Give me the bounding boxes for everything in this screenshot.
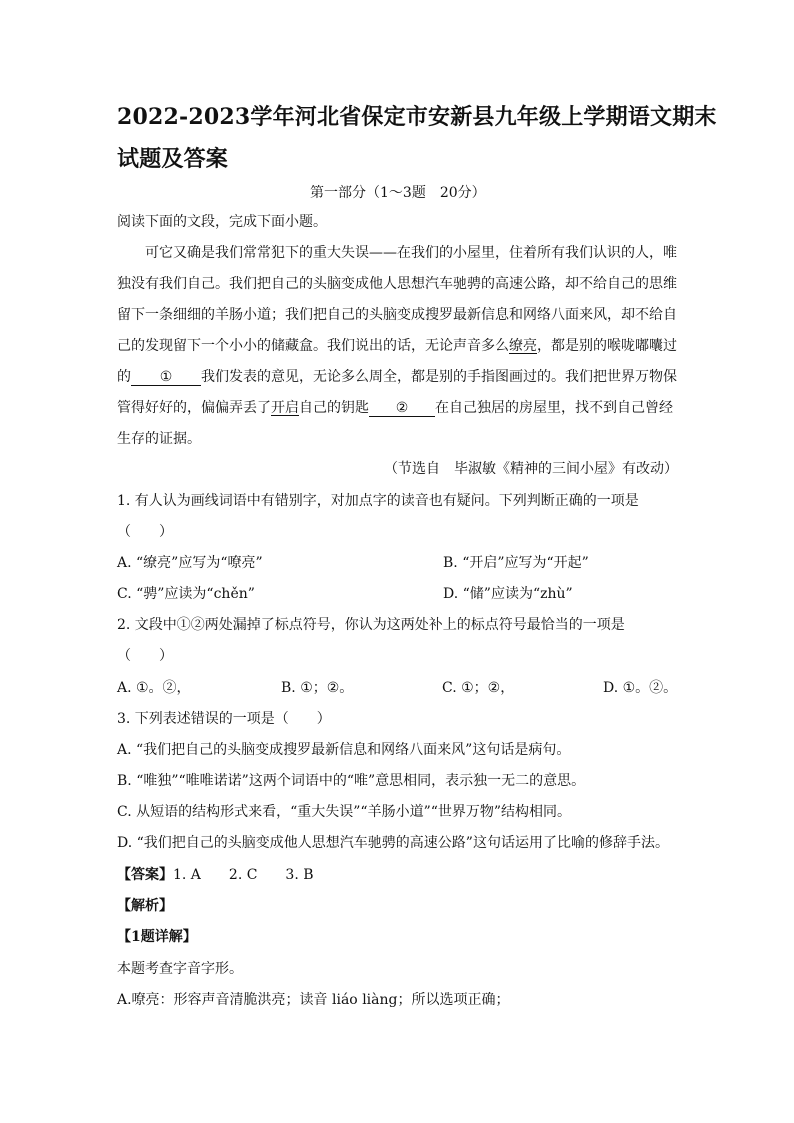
question-2-option-b: B. ①；②。 [281, 680, 354, 696]
section-header: 第一部分（1～3题 20分） [310, 185, 486, 201]
reading-instruction: 阅读下面的文段，完成下面小题。 [117, 214, 327, 230]
question-1-option-b: B. “开启”应写为“开起” [443, 555, 589, 571]
passage-line: 留下一条细细的羊肠小道；我们把自己的头脑变成搜罗最新信息和网络八面来风，却不给自 [117, 307, 677, 323]
question-3-option-a: A. “我们把自己的头脑变成搜罗最新信息和网络八面来风”这句话是病句。 [117, 742, 571, 758]
question-3-option-b: B. “唯独”“唯唯诺诺”这两个词语中的“唯”意思相同，表示独一无二的意思。 [117, 773, 586, 789]
question-3-option-c: C. 从短语的结构形式来看，“重大失误”“羊肠小道”“世界万物”结构相同。 [117, 804, 572, 820]
underlined-word: 缭亮 [509, 338, 537, 354]
passage-text: 我们发表的意见，无论多么周全，都是别的手指图画过的。我们把世界万物保 [201, 369, 677, 385]
question-2-option-d: D. ①。②。 [603, 680, 678, 696]
question-1-option-d: D. “储”应读为“zhù” [443, 586, 573, 602]
analysis-intro: 本题考查字音字形。 [117, 961, 243, 977]
passage-line [117, 401, 673, 417]
passage-line: 可它又确是我们常常犯下的重大失误——在我们的小屋里，住着所有我们认识的人，唯 [145, 245, 677, 261]
question-3-option-d: D. “我们把自己的头脑变成他人思想汽车驰骋的高速公路”这句话运用了比喻的修辞手法。 [117, 835, 669, 851]
answer-text: 1. A 2. C 3. B [173, 867, 314, 883]
blank-2: ② [369, 401, 435, 417]
question-1-option-a: A. “缭亮”应写为“嘹亮” [117, 555, 263, 571]
question-1-paren: （ ） [117, 524, 173, 540]
question-2-paren: （ ） [117, 648, 173, 664]
passage-text: 管得好好的，偏偏弄丢了 [117, 400, 271, 416]
passage-line [117, 370, 677, 386]
passage-line [117, 339, 677, 353]
question-3-stem: 3. 下列表述错误的一项是（ ） [117, 711, 331, 727]
answer-line [117, 868, 314, 882]
question-2-stem: 2. 文段中①②两处漏掉了标点符号，你认为这两处补上的标点符号最恰当的一项是 [117, 617, 625, 633]
question-2-option-c: C. ①；②， [442, 680, 515, 696]
passage-line: 生存的证据。 [117, 431, 201, 447]
passage-text: 的 [117, 369, 131, 385]
analysis-label: 【解析】 [117, 898, 173, 914]
passage-text: 在自己独居的房屋里，找不到自己曾经 [435, 400, 673, 416]
question-1-option-c: C. “骋”应读为“chěn” [117, 586, 255, 602]
passage-text: 自己的钥匙 [299, 400, 369, 416]
passage-source: （节选自 毕淑敏《精神的三间小屋》有改动） [384, 461, 678, 477]
question-2-option-a: A. ①。②， [117, 680, 191, 696]
underlined-word: 开启 [271, 400, 299, 416]
question-1-stem: 1. 有人认为画线词语中有错别字，对加点字的读音也有疑问。下列判断正确的一项是 [117, 493, 639, 509]
document-title-line2: 试题及答案 [117, 146, 229, 172]
passage-text: 己的发现留下一个小小的储藏盒。我们说出的话，无论声音多么 [117, 338, 509, 354]
document-title-line1: 2022-2023学年河北省保定市安新县九年级上学期语文期末 [117, 104, 717, 130]
passage-line: 独没有我们自己。我们把自己的头脑变成他人思想汽车驰骋的高速公路，却不给自己的思维 [117, 276, 677, 292]
analysis-option-a: A.嘹亮：形容声音清脆洪亮；读音 liáo liàng；所以选项正确； [117, 992, 510, 1008]
answer-label: 【答案】 [117, 867, 173, 883]
passage-text: ，都是别的喉咙嘟囔过 [537, 338, 677, 354]
blank-1: ① [131, 370, 201, 386]
analysis-q1-label: 【1题详解】 [117, 929, 197, 945]
